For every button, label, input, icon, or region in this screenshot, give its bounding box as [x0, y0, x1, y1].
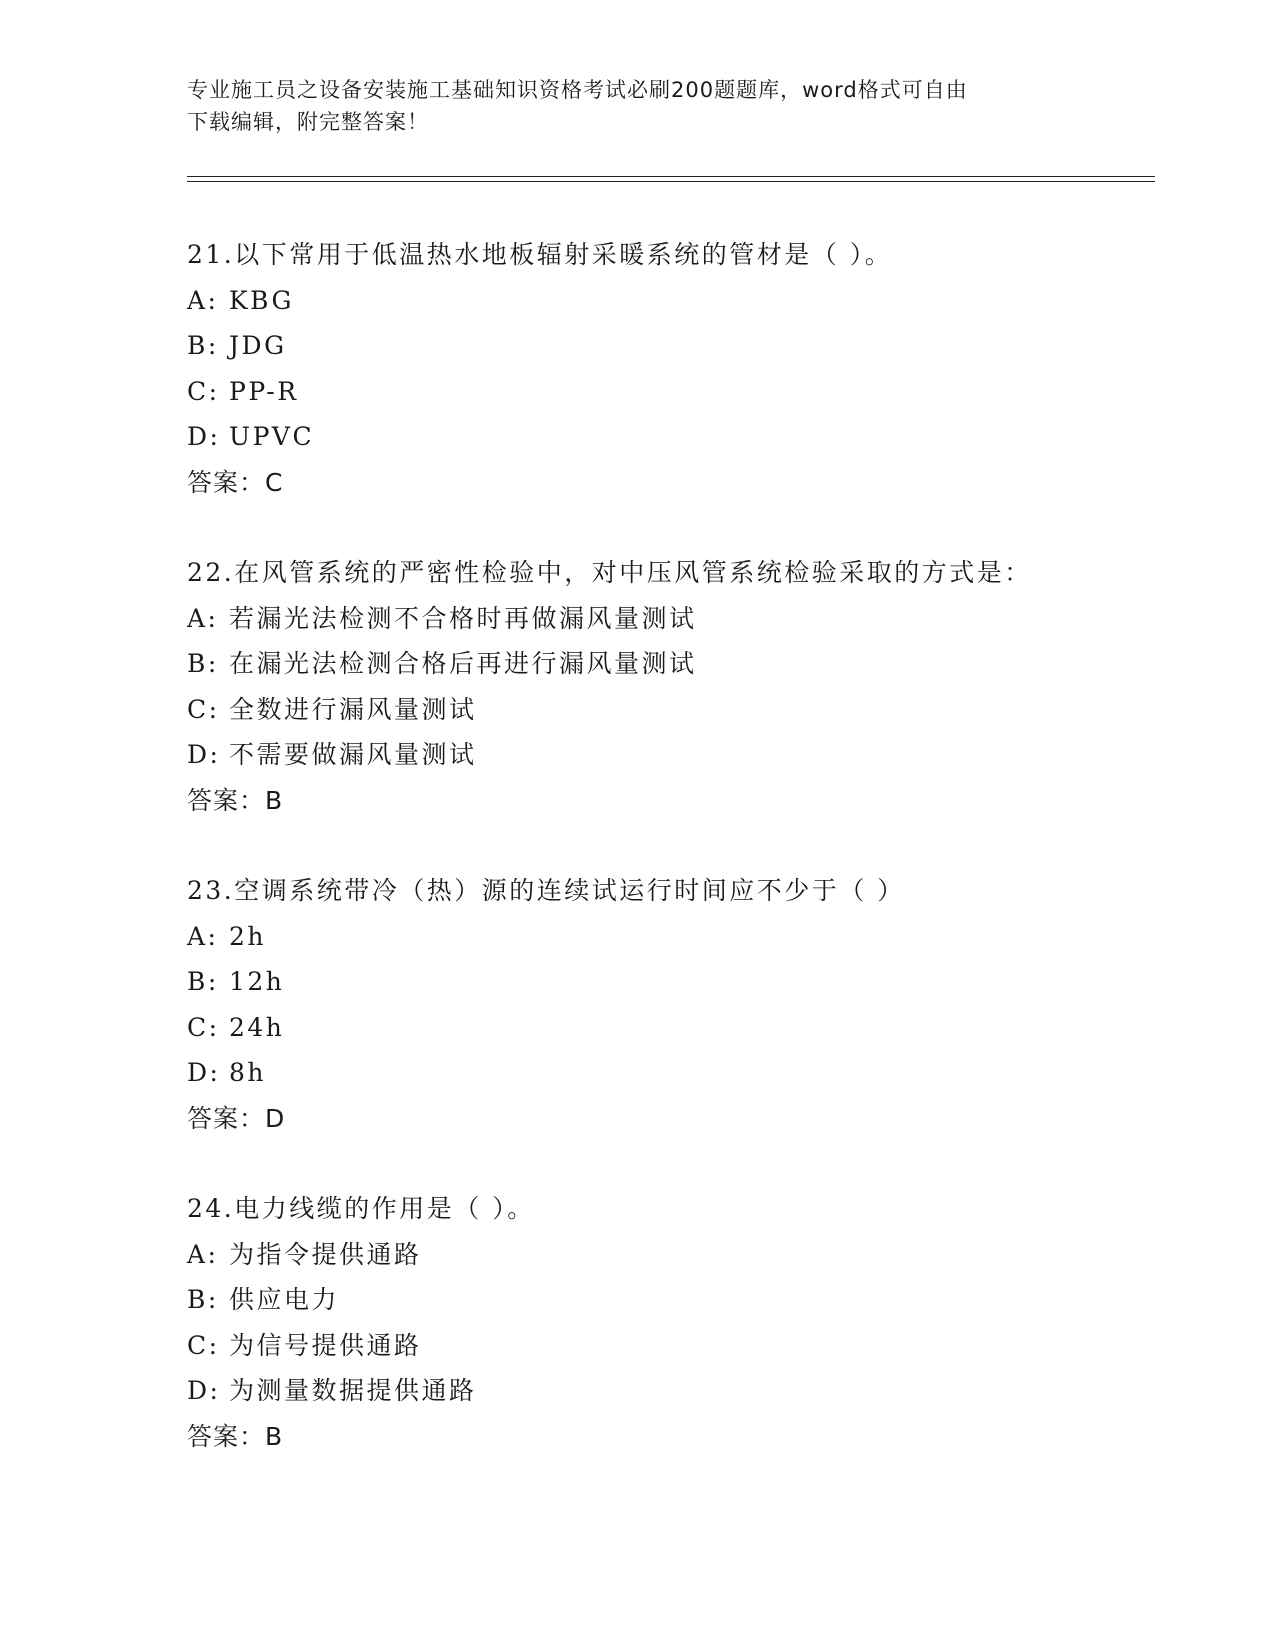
- option-letter: B:: [187, 331, 219, 360]
- question-24: [187, 1186, 1167, 1459]
- option-letter: A:: [187, 285, 219, 315]
- option-a: [187, 914, 1167, 960]
- option-text: 为信号提供通路: [229, 1330, 422, 1360]
- answer: 答案：B: [187, 785, 284, 815]
- option-d: [187, 1050, 1167, 1096]
- option-letter: C:: [187, 1012, 220, 1042]
- option-text: JDG: [229, 331, 287, 360]
- option-letter: D:: [187, 1376, 221, 1405]
- option-c: [187, 1005, 1167, 1051]
- option-text: 供应电力: [229, 1285, 340, 1314]
- option-a: [187, 278, 1167, 324]
- question-title: 21.以下常用于低温热水地板辐射采暖系统的管材是（ ）。: [187, 240, 893, 269]
- option-letter: A:: [187, 1239, 219, 1269]
- header-line-2: 下载编辑，附完整答案！: [187, 110, 429, 134]
- question-title: 23.空调系统带冷（热）源的连续试运行时间应不少于（ ）: [187, 876, 905, 905]
- header-line-1: 专业施工员之设备安装施工基础知识资格考试必刷200题题库，word格式可自由: [187, 78, 968, 102]
- question-23: [187, 868, 1167, 1141]
- option-letter: C:: [187, 376, 220, 406]
- option-text: PP-R: [229, 376, 299, 406]
- option-text: 在漏光法检测合格后再进行漏风量测试: [229, 649, 697, 678]
- question-title: 24.电力线缆的作用是（ ）。: [187, 1194, 535, 1223]
- question-21: [187, 232, 1167, 505]
- option-a: [187, 596, 1167, 642]
- option-b: [187, 323, 1167, 369]
- option-d: [187, 414, 1167, 460]
- option-text: UPVC: [229, 422, 315, 451]
- option-letter: B:: [187, 649, 219, 678]
- option-c: [187, 687, 1167, 733]
- option-letter: A:: [187, 921, 219, 951]
- option-b: [187, 641, 1167, 687]
- option-text: 12h: [229, 967, 285, 996]
- option-text: 不需要做漏风量测试: [229, 740, 477, 769]
- option-letter: B:: [187, 967, 219, 996]
- option-letter: B:: [187, 1285, 219, 1314]
- option-c: [187, 369, 1167, 415]
- option-letter: D:: [187, 1058, 221, 1087]
- answer: 答案：D: [187, 1103, 286, 1133]
- option-c: [187, 1323, 1167, 1369]
- header-rule-top: [187, 176, 1155, 177]
- option-text: 8h: [229, 1058, 267, 1087]
- option-d: [187, 1368, 1167, 1414]
- question-title: 22.在风管系统的严密性检验中，对中压风管系统检验采取的方式是：: [187, 558, 1032, 587]
- header-rule-bottom: [187, 181, 1155, 182]
- option-d: [187, 732, 1167, 778]
- option-text: 2h: [229, 921, 267, 951]
- option-text: 为指令提供通路: [229, 1239, 422, 1269]
- option-letter: D:: [187, 740, 221, 769]
- option-text: 24h: [229, 1012, 285, 1042]
- document-header: [187, 74, 1087, 138]
- option-text: 若漏光法检测不合格时再做漏风量测试: [229, 603, 697, 633]
- option-text: 全数进行漏风量测试: [229, 694, 477, 724]
- option-a: [187, 1232, 1167, 1278]
- option-letter: C:: [187, 694, 220, 724]
- option-letter: C:: [187, 1330, 220, 1360]
- option-b: [187, 1277, 1167, 1323]
- option-letter: A:: [187, 603, 219, 633]
- option-text: KBG: [229, 285, 294, 315]
- answer: 答案：C: [187, 467, 284, 497]
- answer: 答案：B: [187, 1421, 284, 1451]
- option-text: 为测量数据提供通路: [229, 1376, 477, 1405]
- option-b: [187, 959, 1167, 1005]
- question-22: [187, 550, 1167, 823]
- option-letter: D:: [187, 422, 221, 451]
